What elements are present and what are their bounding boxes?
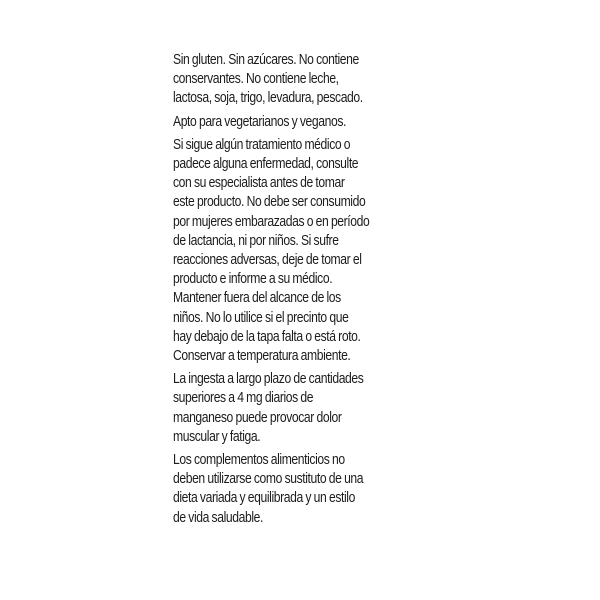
text-line: manganeso puede provocar dolor: [173, 408, 342, 426]
disclaimer-paragraph: [173, 450, 381, 527]
text-line: deben utilizarse como sustituto de una: [173, 470, 364, 488]
text-line: Apto para vegetarianos y veganos.: [173, 112, 346, 130]
text-line: Conservar a temperatura ambiente.: [173, 347, 351, 365]
text-line: por mujeres embarazadas o en período: [173, 212, 370, 230]
text-line: lactosa, soja, trigo, levadura, pescado.: [173, 89, 363, 107]
text-line: Los complementos alimenticios no: [173, 451, 345, 469]
text-line: Si sigue algún tratamiento médico o: [173, 135, 351, 153]
text-line: reacciones adversas, deje de tomar el: [173, 251, 362, 269]
text-line: superiores a 4 mg diarios de: [173, 389, 314, 407]
text-line: Sin gluten. Sin azúcares. No contiene: [173, 51, 359, 68]
text-line: La ingesta a largo plazo de cantidades: [173, 370, 364, 388]
suitability-paragraph: [173, 112, 381, 131]
manganese-paragraph: [173, 369, 381, 446]
text-line: este producto. No debe ser consumido: [173, 193, 366, 211]
label-text-block: [173, 50, 381, 527]
text-line: conservantes. No contiene leche,: [173, 70, 339, 88]
text-line: Mantener fuera del alcance de los: [173, 289, 341, 307]
text-line: hay debajo de la tapa falta o está roto.: [173, 327, 361, 345]
allergen-paragraph: [173, 50, 381, 108]
text-line: con su especialista antes de tomar: [173, 174, 345, 192]
text-line: de vida saludable.: [173, 508, 263, 526]
text-line: padece alguna enfermedad, consulte: [173, 155, 359, 173]
text-line: muscular y fatiga.: [173, 427, 261, 445]
text-line: dieta variada y equilibrada y un estilo: [173, 489, 355, 507]
text-line: niños. No lo utilice si el precinto que: [173, 308, 349, 326]
warnings-paragraph: [173, 135, 381, 365]
text-line: de lactancia, ni por niños. Si sufre: [173, 231, 339, 249]
text-line: producto e informe a su médico.: [173, 270, 333, 288]
